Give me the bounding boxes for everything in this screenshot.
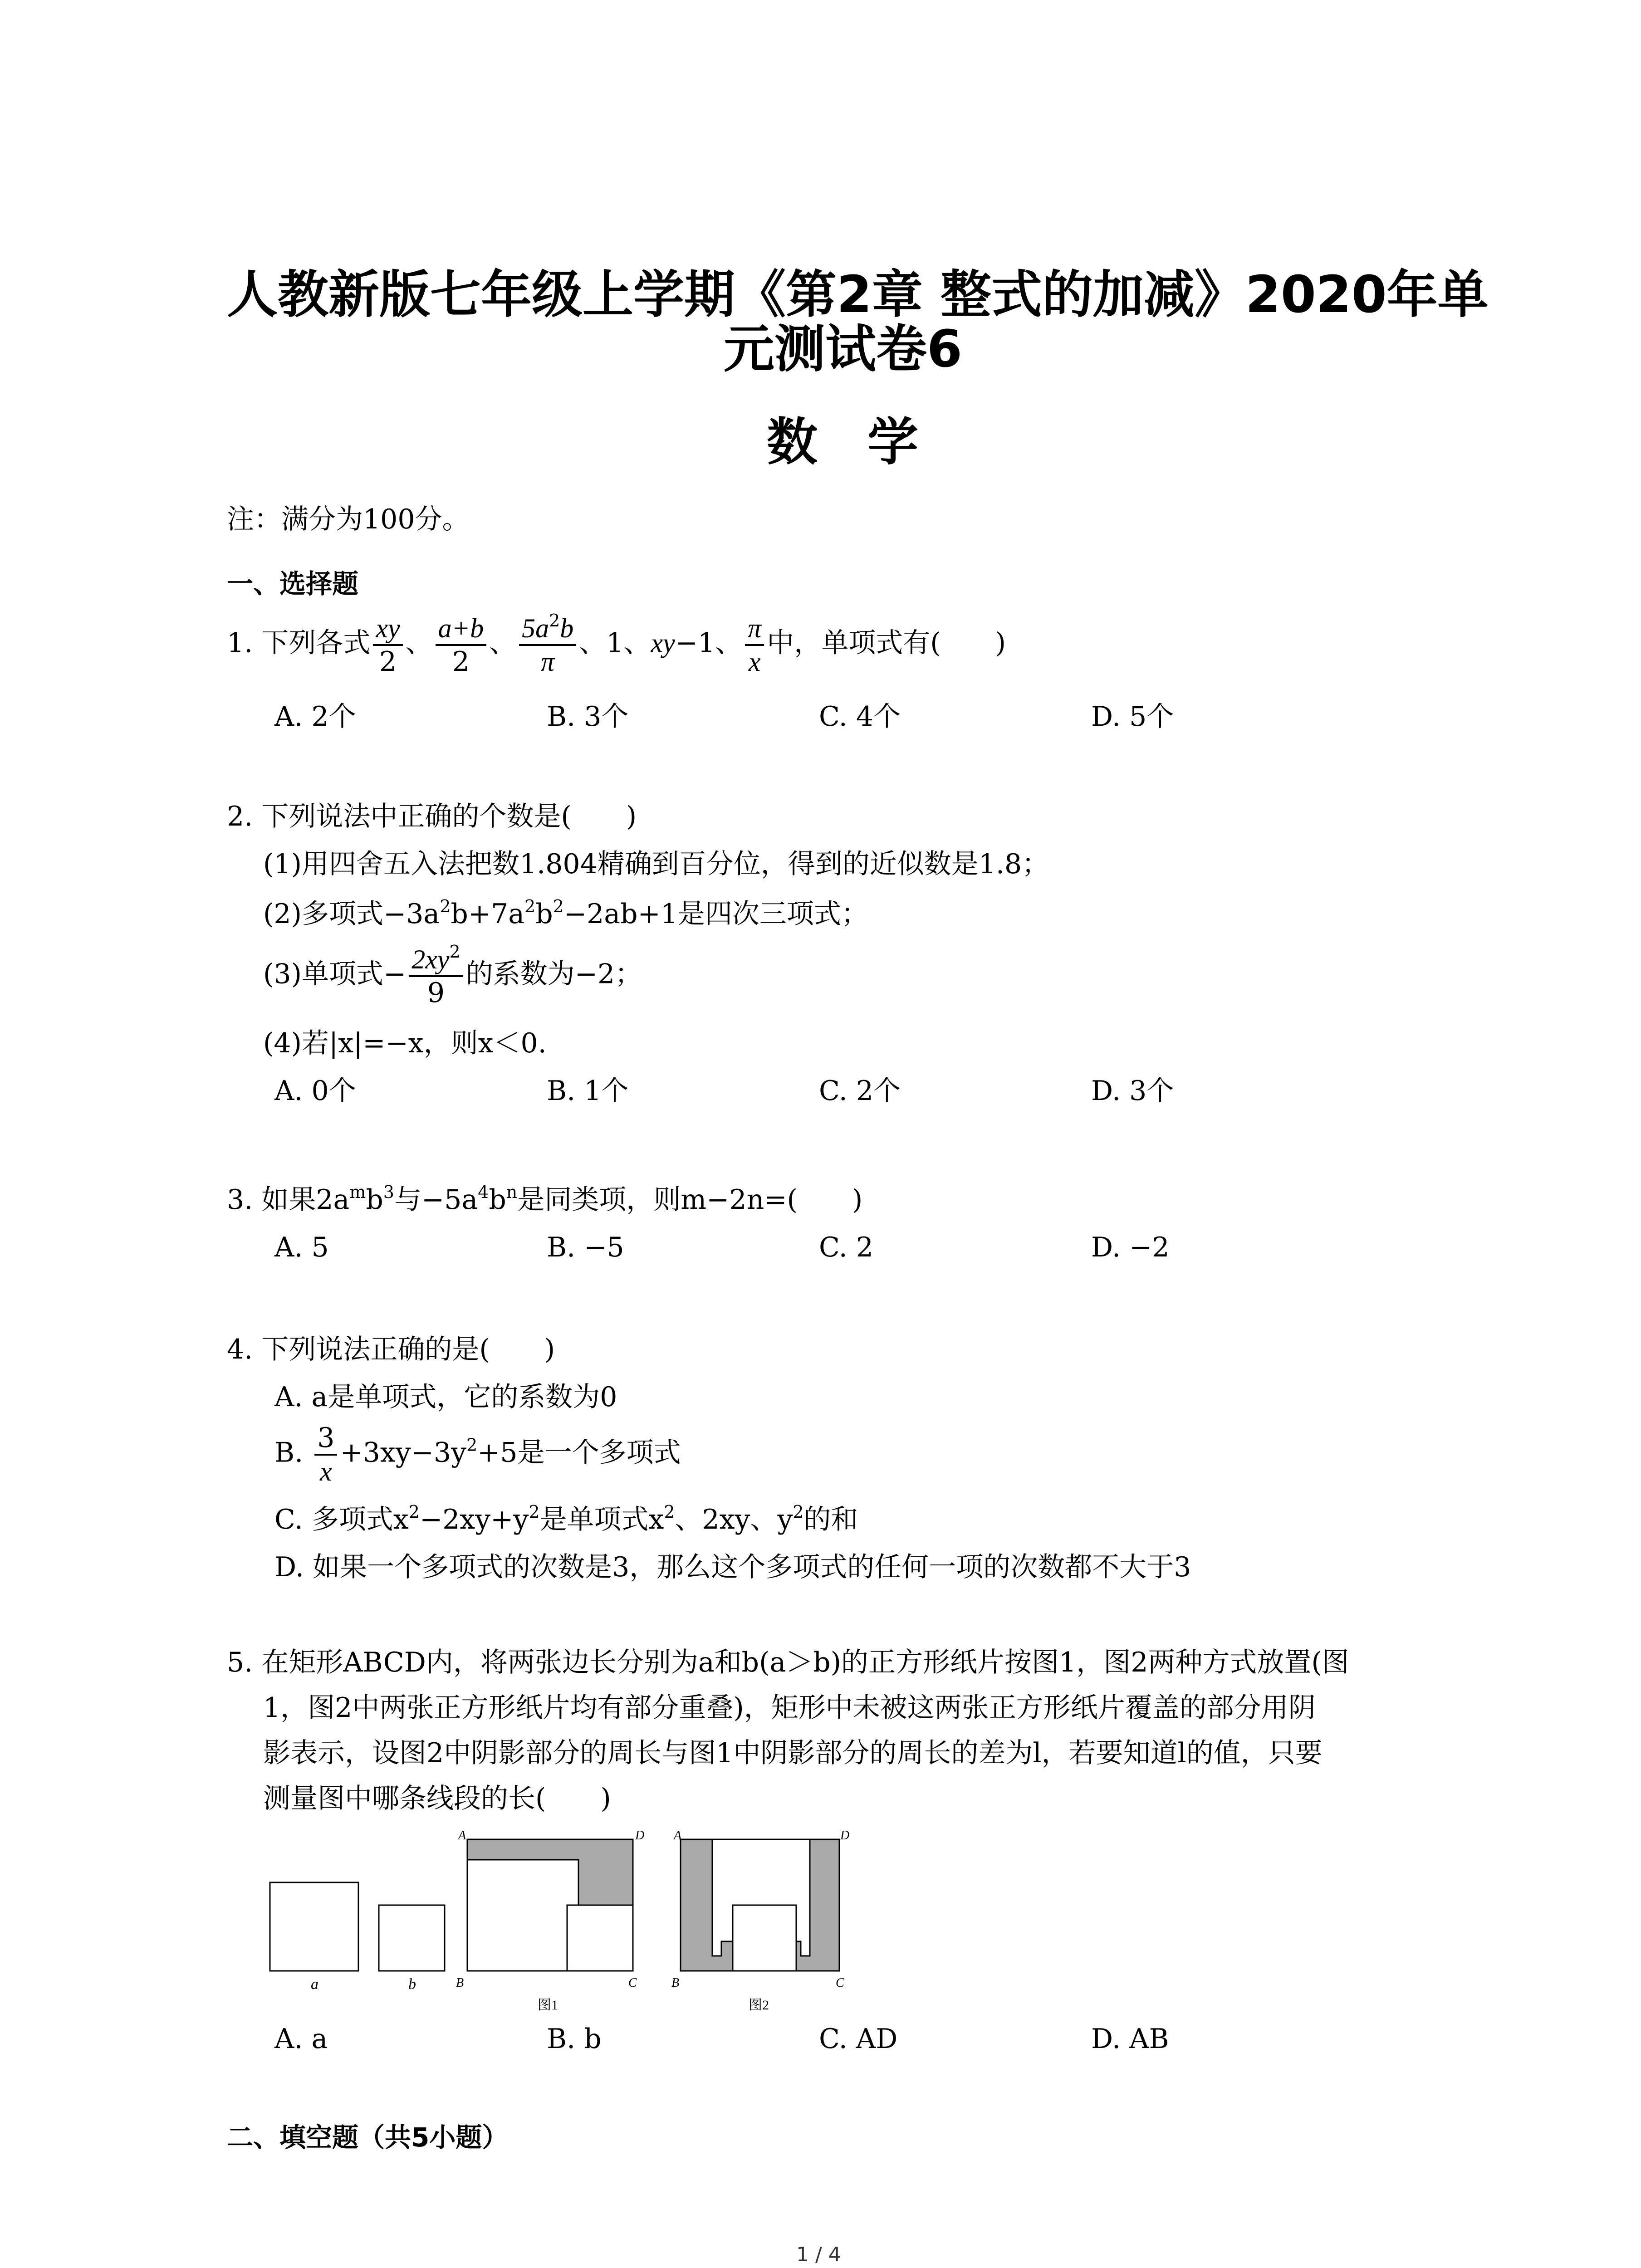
- q5-option-a[interactable]: A. a: [274, 2023, 328, 2055]
- q5-line-1: 在矩形ABCD内，将两张边长分别为a和b(a＞b)的正方形纸片按图1，图2两种方式放置(图: [261, 1647, 1349, 1678]
- fig2-square-b: [733, 1905, 796, 1971]
- fraction-3-over-x: $\frac{3}{x}$: [314, 1422, 337, 1487]
- fig2-caption: 图2: [749, 1998, 769, 2013]
- q4-stem: 下列说法正确的是( ): [261, 1334, 555, 1365]
- fig2-vertex-c: C: [836, 1976, 844, 1990]
- page-number: 1 / 4: [796, 2243, 841, 2266]
- fig1-vertex-d: D: [635, 1828, 645, 1843]
- q1-option-b[interactable]: B. 3个: [547, 701, 629, 733]
- q5-line-4: 测量图中哪条线段的长( ): [263, 1783, 611, 1814]
- question-5: [227, 1644, 1349, 1681]
- fig1-square-b: [567, 1905, 633, 1971]
- q3-option-c[interactable]: C. 2: [819, 1232, 874, 1263]
- q2-statement-1: (1)用四舍五入法把数1.804精确到百分位，得到的近似数是1.8；: [263, 848, 1049, 880]
- q2-statement-4: (4)若|x|=−x，则x＜0.: [263, 1027, 547, 1059]
- q5-option-b[interactable]: B. b: [547, 2023, 602, 2055]
- page-title-line1: 人教新版七年级上学期《第2章 整式的加减》2020年单: [227, 265, 1489, 324]
- q5-option-d[interactable]: D. AB: [1091, 2023, 1169, 2055]
- fraction-xy-over-2: $\frac{xy}{2}$: [373, 612, 402, 678]
- q5-figure: [263, 1819, 898, 2019]
- q5-option-c[interactable]: C. AD: [819, 2023, 898, 2055]
- fig1-vertex-a: A: [458, 1828, 466, 1843]
- fraction-2xy2-over-9: $\frac{2xy^2}{9}$: [409, 943, 463, 1009]
- q2-statement-2: (2)多项式$-3a^2b+7a^2b^2-2ab+1$是四次三项式；: [263, 896, 868, 930]
- square-a: [270, 1882, 358, 1971]
- fig1-square-a: [467, 1860, 578, 1971]
- q2-option-d[interactable]: D. 3个: [1091, 1075, 1174, 1107]
- q3-option-d[interactable]: D. −2: [1091, 1232, 1170, 1263]
- question-number: 1.: [227, 627, 253, 659]
- q1-prefix: 下列各式: [261, 627, 371, 659]
- question-number: 5.: [227, 1647, 253, 1678]
- q4-option-a[interactable]: A. a是单项式，它的系数为0: [274, 1381, 617, 1413]
- question-4: [227, 1331, 555, 1368]
- square-b: [379, 1905, 445, 1971]
- q4-option-d[interactable]: D. 如果一个多项式的次数是3，那么这个多项式的任何一项的次数都不大于3: [274, 1551, 1191, 1583]
- question-number: 2.: [227, 801, 253, 832]
- q4-option-c[interactable]: C. 多项式$x^2-2xy+y^2$是单项式$x^2$、2xy、$y^2$的和: [274, 1502, 858, 1535]
- fraction-5a2b-over-pi: $\frac{5a^2b}{\pi}$: [519, 612, 576, 678]
- figure-1: [456, 1828, 644, 2013]
- page-title-line2: 元测试卷6: [724, 320, 962, 379]
- fig1-vertex-c: C: [628, 1976, 637, 1990]
- score-note: 注：满分为100分。: [227, 503, 470, 535]
- figure-2: [671, 1828, 849, 2013]
- q3-option-b[interactable]: B. −5: [547, 1232, 624, 1263]
- question-2: [227, 798, 637, 835]
- fraction-a-plus-b-over-2: $\frac{a+b}{2}$: [436, 612, 487, 678]
- question-number: 4.: [227, 1334, 253, 1365]
- fig2-vertex-d: D: [840, 1828, 850, 1843]
- q1-option-d[interactable]: D. 5个: [1091, 701, 1174, 733]
- label-b: b: [408, 1976, 416, 1993]
- q1-option-c[interactable]: C. 4个: [819, 701, 901, 733]
- question-number: 3.: [227, 1184, 253, 1216]
- question-3: 3. 如果$2a^mb^3$与$-5a^4b^n$是同类项，则m−2n=( ): [227, 1182, 863, 1216]
- q1-option-a[interactable]: A. 2个: [274, 701, 356, 733]
- label-a: a: [311, 1976, 318, 1993]
- section-choice-title: 一、选择题: [227, 568, 359, 599]
- q4-option-b[interactable]: B. $\frac{3}{x}$ $+3xy-3y^2+5$是一个多项式: [274, 1422, 681, 1486]
- fig1-caption: 图1: [538, 1998, 558, 2013]
- fig2-vertex-a: A: [674, 1828, 682, 1843]
- q2-option-b[interactable]: B. 1个: [547, 1075, 629, 1107]
- section-fill-blank-title: 二、填空题（共5小题）: [227, 2122, 509, 2153]
- q5-line-2: 1，图2中两张正方形纸片均有部分重叠)，矩形中未被这两张正方形纸片覆盖的部分用阴: [263, 1692, 1316, 1724]
- question-1: 1. 下列各式 $\frac{xy}{2}$ 、 $\frac{a+b}{2}$ 、 $\frac{5a^2b}{\pi}$ 、1、xy−1、 $\frac{\pi}{x}$ 中，单项式有( ): [227, 611, 1006, 678]
- q2-stem: 下列说法中正确的个数是( ): [261, 801, 637, 832]
- q5-line-3: 影表示，设图2中阴影部分的周长与图1中阴影部分的周长的差为l，若要知道l的值，只要: [263, 1737, 1323, 1769]
- subject-title: 数学: [767, 413, 968, 472]
- q2-option-a[interactable]: A. 0个: [274, 1075, 356, 1107]
- q2-statement-3: (3)单项式− $\frac{2xy^2}{9}$ 的系数为−2；: [263, 942, 642, 1009]
- fig1-vertex-b: B: [456, 1976, 464, 1990]
- fig2-vertex-b: B: [671, 1976, 680, 1990]
- fraction-pi-over-x: $\frac{\pi}{x}$: [745, 612, 764, 678]
- q3-option-a[interactable]: A. 5: [274, 1232, 329, 1263]
- q2-option-c[interactable]: C. 2个: [819, 1075, 901, 1107]
